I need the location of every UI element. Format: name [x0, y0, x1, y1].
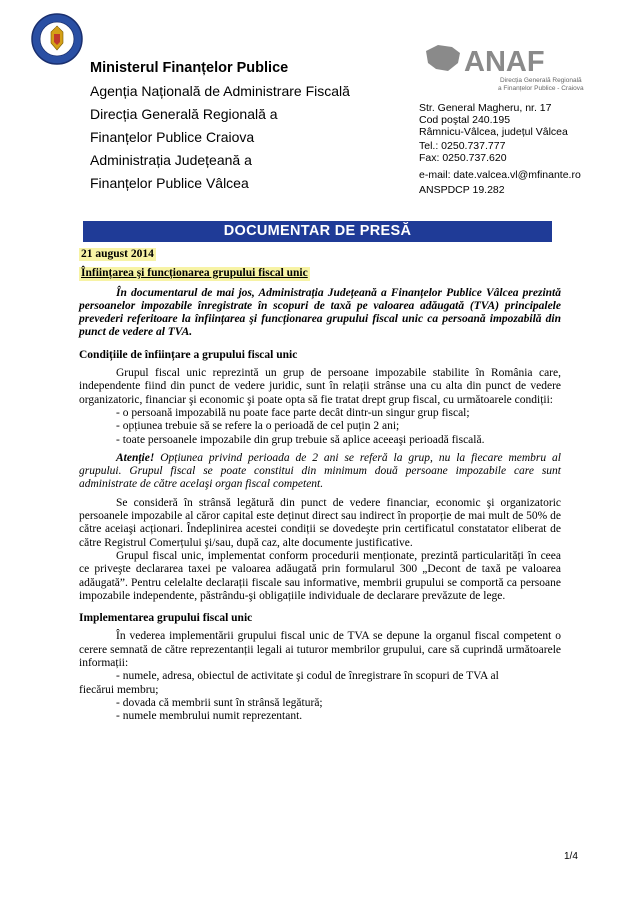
list-item: - o persoană impozabilă nu poate face parte decât dintr-un singur grup fiscal;	[116, 406, 470, 419]
document-title: DOCUMENTAR DE PRESĂ	[223, 223, 412, 239]
anaf-logo-subtitle	[498, 77, 584, 93]
contact-tel: Tel.: 0250.737.777	[419, 140, 506, 152]
document-body	[79, 248, 561, 724]
agency-line: Agenția Națională de Administrare Fiscală	[90, 83, 350, 99]
agency-lines	[90, 80, 350, 195]
ministry-crest-logo	[30, 12, 84, 66]
page-number: 1/4	[564, 851, 578, 862]
contact-block	[419, 102, 581, 196]
agency-line: Finanțelor Publice Vâlcea	[90, 175, 249, 191]
contact-postal: Cod poştal 240.195	[419, 114, 511, 126]
paragraph: În vederea implementării grupului fiscal unic de TVA se depune la organul fiscal competent o cerere semnată de către reprezentanții legali ai tuturor membrilor grupului, care să cuprindă următoarele informații:	[79, 630, 561, 670]
intro-paragraph: În documentarul de mai jos, Administrația Județeană a Finanțelor Publice Vâlcea prezintă persoanelor impozabile înregistrate în scopuri de taxă pe valoarea adăugată (TVA) principalele prevederi referitoare la înființarea şi funcționarea grupului fiscal unic ca persoană impozabilă din punct de vedere al TVA.	[79, 286, 561, 339]
contact-street: Str. General Magheru, nr. 17	[419, 102, 552, 114]
list-item: - dovada că membrii sunt în strânsă legătură;	[116, 696, 323, 709]
anaf-sub-line: Direcția Generală Regională	[499, 77, 582, 84]
agency-line: Finanțelor Publice Craiova	[90, 129, 255, 145]
paragraph: Grupul fiscal unic reprezintă un grup de persoane impozabile stabilite în România care, independente fiind din punct de vedere juridic, sunt în relații strânse una cu alta din punct de vedere organizatoric, financiar şi economic şi poate opta să fie tratat drept grup fiscal, cu următoarele condiții:	[79, 367, 561, 406]
list-item: - toate persoanele impozabile din grup trebuie să aplice aceeaşi perioadă fiscală.	[116, 433, 485, 446]
agency-line: Administrația Județeană a	[90, 152, 252, 168]
document-date: 21 august 2014	[81, 248, 154, 260]
anaf-logo-text: ANAF	[464, 46, 545, 78]
list-item: - opțiunea trebuie să se refere la o perioadă de cel puțin 2 ani;	[116, 420, 400, 433]
list-item: - numele, adresa, obiectul de activitate şi codul de înregistrare în scopuri de TVA al	[116, 670, 499, 683]
note-label: Atenție!	[116, 451, 155, 464]
contact-fax: Fax: 0250.737.620	[419, 152, 507, 164]
agency-line: Direcția Generală Regională a	[90, 106, 278, 122]
paragraph: Grupul fiscal unic, implementat conform procedurii menționate, prezintă particularități în ceea ce priveşte declararea taxei pe valoarea adăugată prin formularul 300 „Decont de taxă pe valoarea adăugată”. Pentru celelalte declarații fiscale sau informative, membrii grupului se comportă ca persoane impozabile independente, păstrându-şi obligațiile individuale de declarare prevăzute de lege.	[79, 549, 561, 602]
ministry-title: Ministerul Finanțelor Publice	[90, 60, 289, 76]
document-subject: Înființarea şi funcționarea grupului fiscal unic	[81, 267, 308, 280]
section-heading: Condițiile de înființare a grupului fiscal unic	[79, 348, 298, 361]
anaf-sub-line: a Finanțelor Publice - Craiova	[498, 85, 584, 92]
list-item-continuation: fiecărui membru;	[79, 683, 159, 696]
list-item: - numele membrului numit reprezentant.	[116, 710, 303, 723]
contact-city: Râmnicu-Vâlcea, județul Vâlcea	[419, 126, 568, 138]
contact-email: e-mail: date.valcea.vl@mfinante.ro	[419, 169, 581, 181]
contact-registration: ANSPDCP 19.282	[419, 184, 505, 196]
paragraph: Se consideră în strânsă legătură din punct de vedere financiar, economic şi organizatoric persoanele impozabile al căror capital este deținut direct sau indirect în proporție de mai mult de 50% de către aceiaşi acționari. Îndeplinirea acestei condiții se dovedeşte prin certificatul constatator eliberat de către Registrul Comerțului şi/sau, după caz, alte documente justificative.	[79, 496, 561, 549]
section-heading: Implementarea grupului fiscal unic	[79, 612, 253, 625]
note-paragraph	[79, 452, 561, 492]
note-text: Opțiunea privind perioada de 2 ani se referă la grup, nu la fiecare membru al grupului. Grupul fiscal se poate constitui din minimum două persoane impozabile care sunt administrate de către acelaşi organ fiscal competent.	[79, 451, 561, 491]
